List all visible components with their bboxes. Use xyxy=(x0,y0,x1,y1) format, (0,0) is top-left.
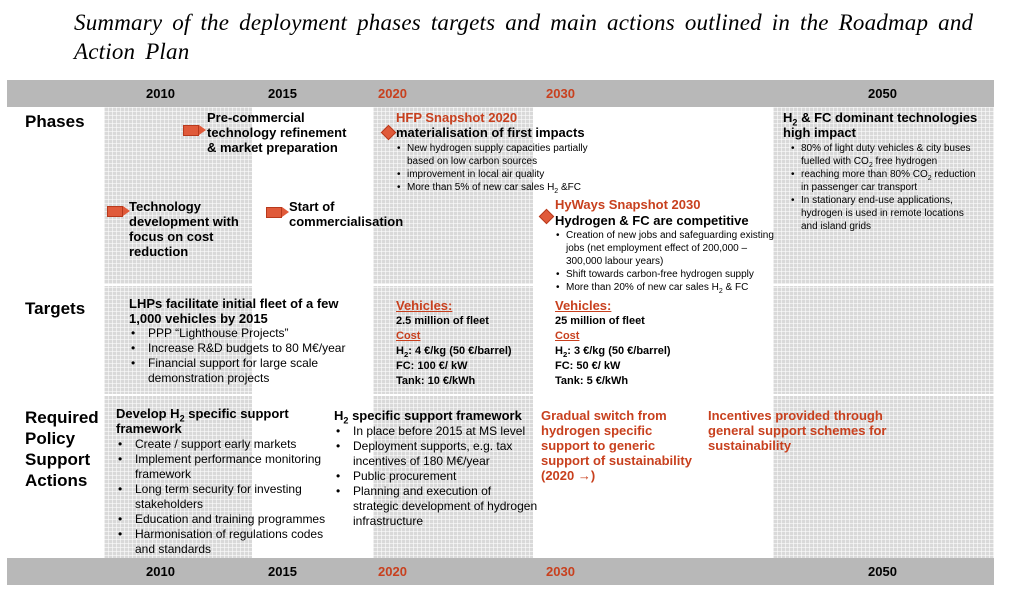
fleet-2030: 25 million of fleet xyxy=(555,315,645,327)
arrow-icon xyxy=(107,206,123,217)
list-item: • Long term security for investing stakeholders xyxy=(116,482,344,512)
policy-2020-bullets xyxy=(334,424,538,529)
diamond-icon xyxy=(539,209,555,225)
hyways-snapshot-subtitle: Hydrogen & FC are competitive xyxy=(555,213,749,228)
year-2020: 2020 xyxy=(378,86,407,101)
page-title: Summary of the deployment phases targets and main actions outlined in the Roadmap and Action Plan xyxy=(74,10,974,64)
hyways-snapshot-bullets xyxy=(555,229,783,294)
list-item: • Education and training programmes xyxy=(116,512,344,527)
row-divider xyxy=(7,394,994,396)
lhp-bullets xyxy=(129,326,369,386)
list-item: • PPP “Lighthouse Projects” xyxy=(129,326,369,341)
list-item: • reaching more than 80% $CO_2$ reduction in passenger car transport xyxy=(790,168,980,194)
year-2010: 2010 xyxy=(146,86,175,101)
vehicles-label-2030: Vehicles: xyxy=(555,298,612,313)
year-2030: 2030 xyxy=(546,564,575,579)
year-2030: 2030 xyxy=(546,86,575,101)
year-2010: 2010 xyxy=(146,564,175,579)
fleet-2020: 2.5 million of fleet xyxy=(396,315,489,327)
list-item: • 80% of light duty vehicles & city buses fuelled with $CO_2$ free hydrogen xyxy=(790,142,980,168)
list-item: • Shift towards carbon-free hydrogen supply xyxy=(555,268,783,281)
vehicles-label-2020: Vehicles: xyxy=(396,298,453,313)
year-band-top xyxy=(7,80,994,107)
year-band-bottom xyxy=(7,558,994,585)
cost-label-2030: Cost xyxy=(555,330,580,342)
year-2020: 2020 xyxy=(378,564,407,579)
row-label-phases: Phases xyxy=(25,112,85,131)
fc-cost-2020: FC: 100 €/ kW xyxy=(396,360,468,372)
cost-label-2020: Cost xyxy=(396,330,421,342)
list-item: • Creation of new jobs and safeguarding existing jobs (net employment effect of 200,000 – 300,000 labour years) xyxy=(555,229,783,268)
policy-2010-bullets xyxy=(116,437,344,557)
policy-2010-heading: Develop $H_2$ specific support framework xyxy=(116,406,289,436)
h2-cost-2020: $H_2$: 4 €/kg (50 €/barrel) xyxy=(396,345,512,360)
arrow-icon xyxy=(183,125,199,136)
hfp-snapshot-subtitle: materialisation of first impacts xyxy=(396,125,585,140)
phase-precommercial: Pre-commercial technology refinement & market preparation xyxy=(207,110,347,155)
list-item: • New hydrogen supply capacities partially based on low carbon sources xyxy=(396,142,616,168)
year-2050: 2050 xyxy=(868,564,897,579)
list-item: • Planning and execution of strategic development of hydrogen infrastructure xyxy=(334,484,538,529)
row-label-targets: Targets xyxy=(25,299,86,318)
year-2050: 2050 xyxy=(868,86,897,101)
fc-cost-2030: FC: 50 €/ kW xyxy=(555,360,621,372)
list-item: • More than 20% of new car sales $H_2$ & FC xyxy=(555,281,783,294)
list-item: • Financial support for large scale demonstration projects xyxy=(129,356,369,386)
list-item: • Increase R&D budgets to 80 M€/year xyxy=(129,341,369,356)
h2-fc-dominant-bullets xyxy=(790,142,980,233)
h2-cost-2030: $H_2$: 3 €/kg (50 €/barrel) xyxy=(555,345,671,360)
h2-fc-dominant-title: $H_2$ & FC dominant technologies high impact xyxy=(783,110,978,140)
hyways-snapshot-title: HyWays Snapshot 2030 xyxy=(555,197,701,212)
row-label-policy: Required Policy Support Actions xyxy=(25,408,99,490)
tank-cost-2020: Tank: 10 €/kWh xyxy=(396,375,476,387)
list-item: • Implement performance monitoring framework xyxy=(116,452,344,482)
hfp-snapshot-bullets xyxy=(396,142,616,194)
list-item: • improvement in local air quality xyxy=(396,168,616,181)
tank-cost-2030: Tank: 5 €/kWh xyxy=(555,375,629,387)
list-item: • Public procurement xyxy=(334,469,538,484)
year-2015: 2015 xyxy=(268,564,297,579)
arrow-icon xyxy=(266,207,282,218)
list-item: • Deployment supports, e.g. tax incentives of 180 M€/year xyxy=(334,439,538,469)
policy-2050-text: Incentives provided through general support schemes for sustainability xyxy=(708,408,887,453)
policy-2030-text: Gradual switch from hydrogen specific support to generic support of sustainability (2020 →) xyxy=(541,408,692,483)
list-item: • Harmonisation of regulations codes and standards xyxy=(116,527,344,557)
policy-2020-heading: $H_2$ specific support framework xyxy=(334,408,522,426)
list-item: • In stationary end-use applications, hydrogen is used in remote locations and island grids xyxy=(790,194,980,233)
row-divider xyxy=(7,284,994,286)
list-item: • Create / support early markets xyxy=(116,437,344,452)
phase-start-commercialisation: Start of commercialisation xyxy=(289,199,404,229)
hfp-snapshot-title: HFP Snapshot 2020 xyxy=(396,110,518,125)
lhp-heading: LHPs facilitate initial fleet of a few 1,000 vehicles by 2015 xyxy=(129,296,339,326)
year-2015: 2015 xyxy=(268,86,297,101)
phase-tech-development: Technology development with focus on cost reduction xyxy=(129,199,239,259)
list-item: • In place before 2015 at MS level xyxy=(334,424,538,439)
list-item: • More than 5% of new car sales $H_2$ &FC xyxy=(396,181,616,194)
